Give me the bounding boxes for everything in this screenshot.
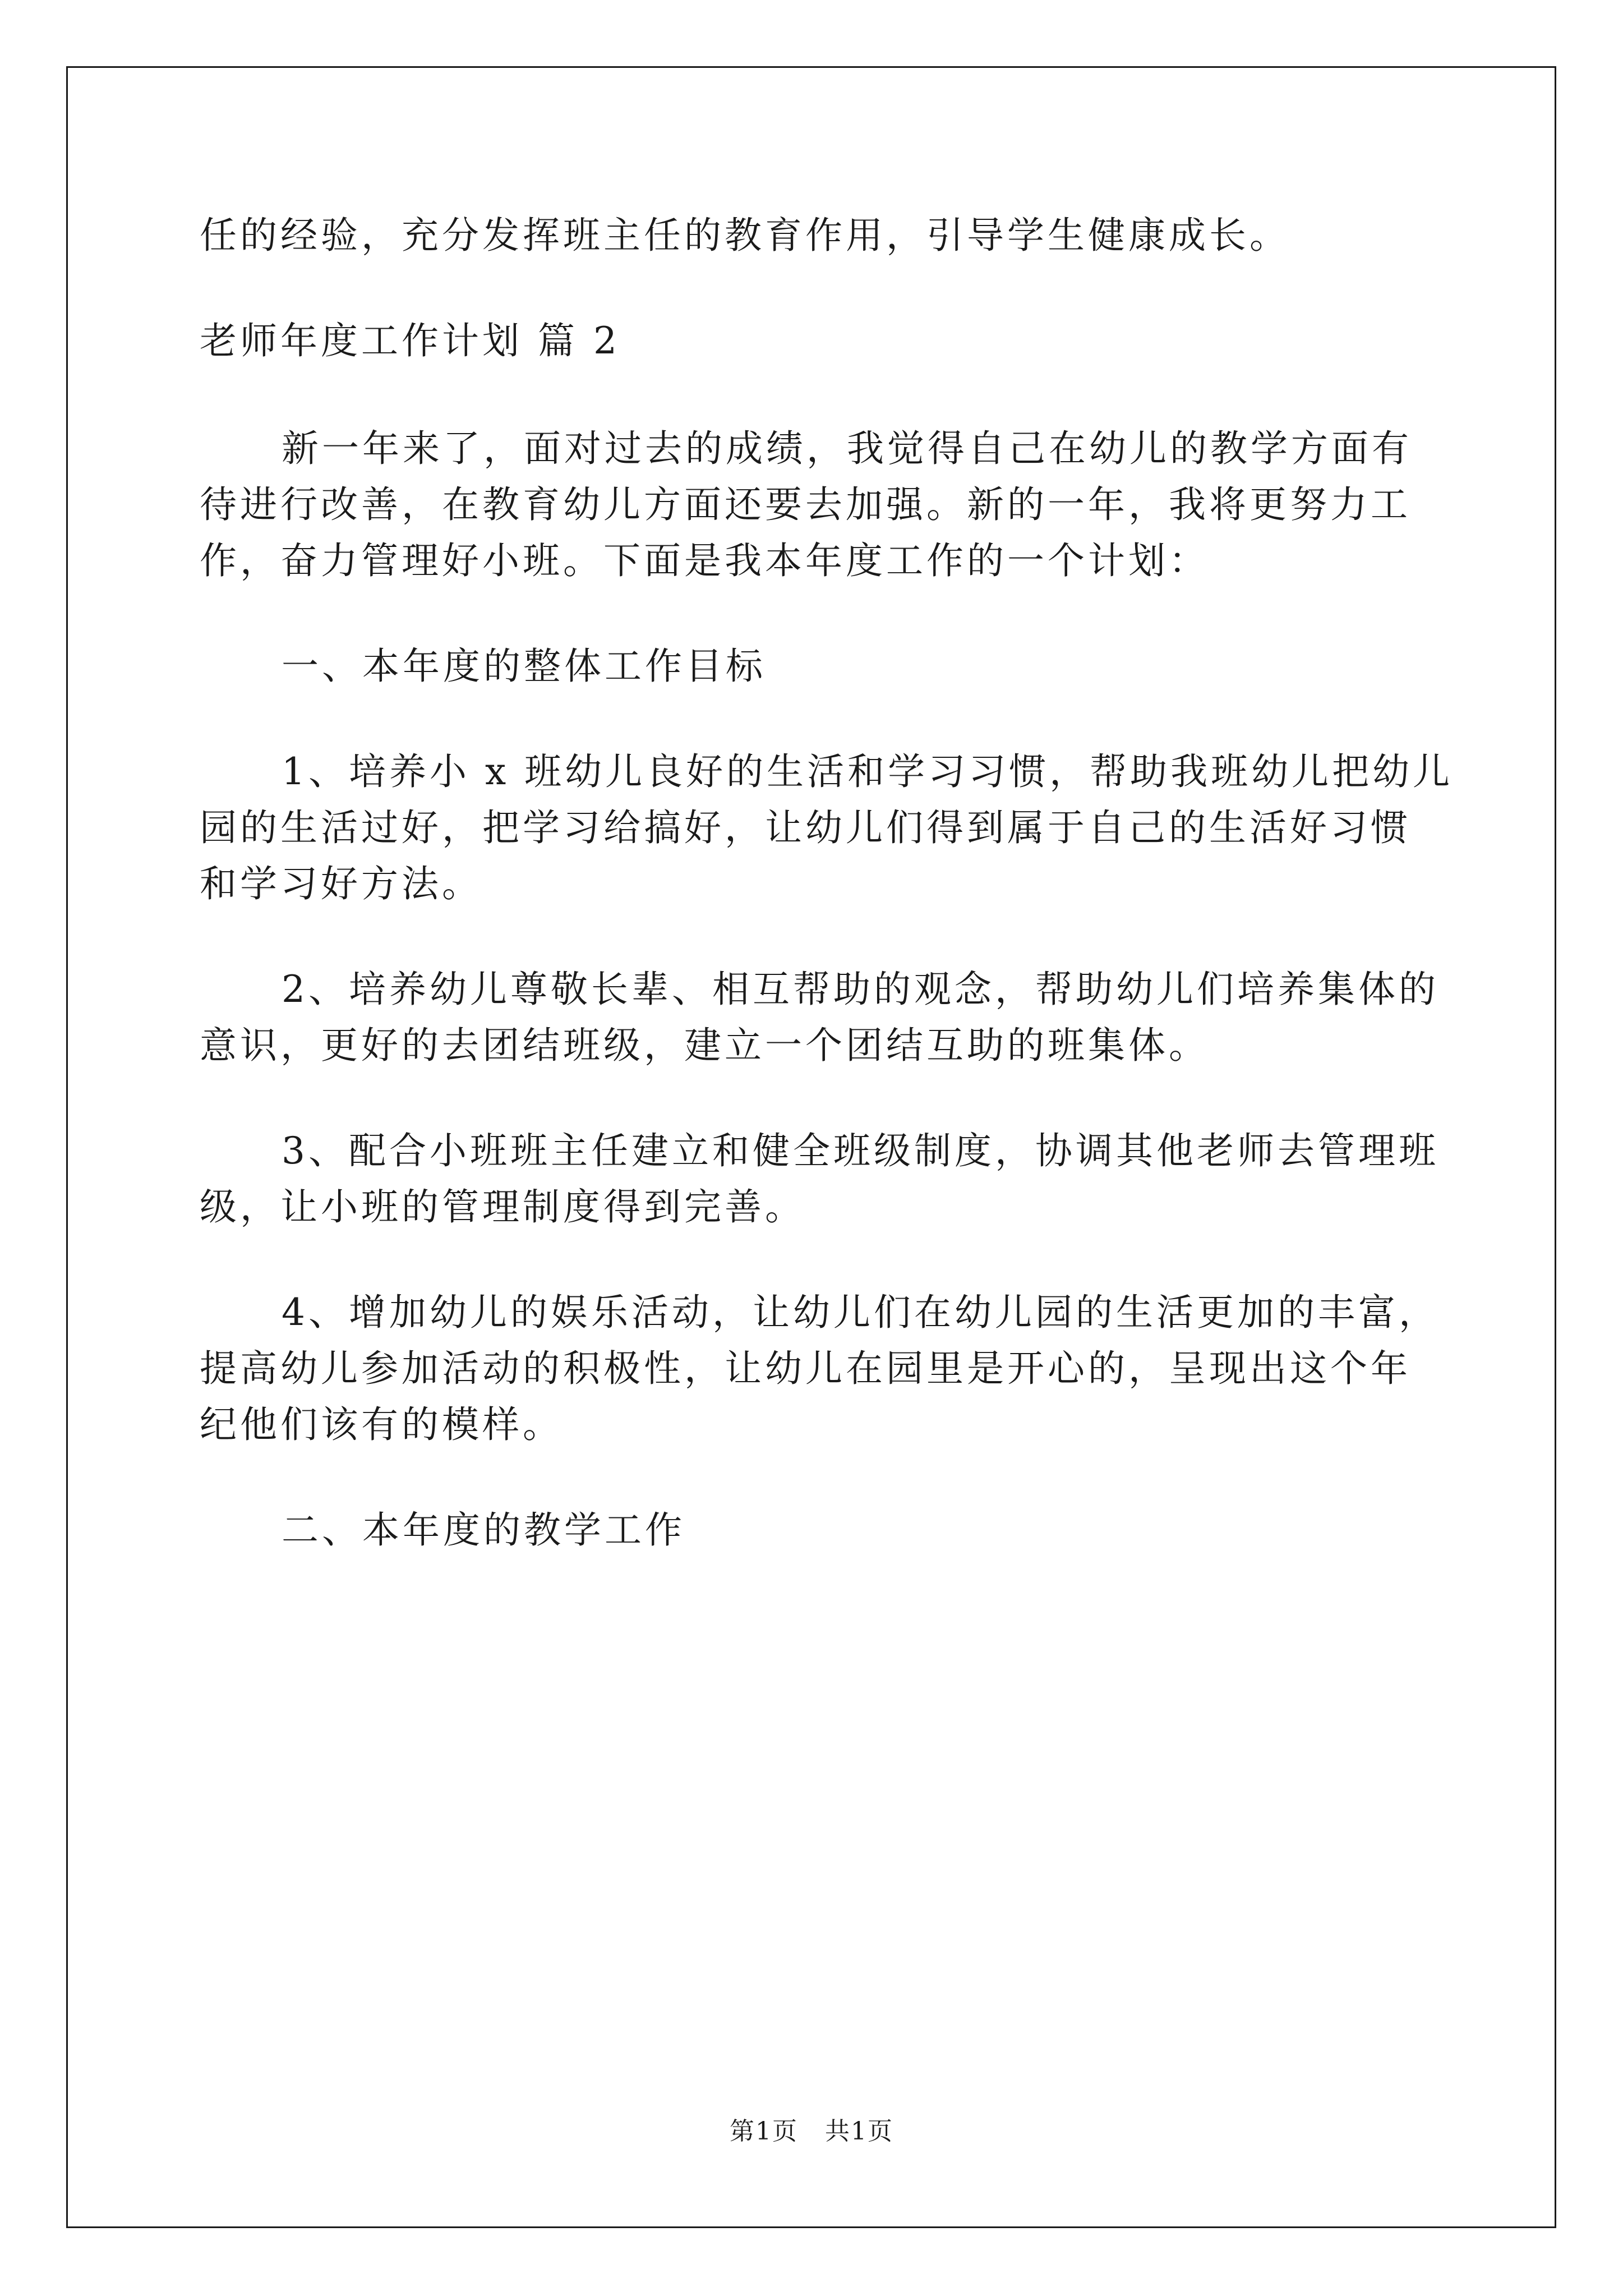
text-line: 待进行改善，在教育幼儿方面还要去加强。新的一年，我将更努力工 (200, 483, 1411, 526)
page-total: 共1页 (825, 2117, 893, 2146)
text-line: 1、培养小 x 班幼儿良好的生活和学习习惯，帮助我班幼儿把幼儿 (282, 750, 1454, 793)
text-line: 作，奋力管理好小班。下面是我本年度工作的一个计划： (200, 539, 1209, 582)
heading-text: 老师年度工作计划 篇 2 (200, 319, 620, 362)
list-item-4 (200, 1285, 1439, 1453)
text-line: 二、本年度的教学工作 (282, 1508, 685, 1552)
page-footer (0, 2115, 1623, 2148)
list-item-3 (200, 1123, 1439, 1235)
list-item-1 (200, 744, 1454, 912)
text-line: 意识，更好的去团结班级，建立一个团结互助的班集体。 (200, 1024, 1209, 1067)
text-line: 一、本年度的整体工作目标 (282, 645, 766, 688)
text-line: 纪他们该有的模样。 (200, 1403, 563, 1446)
text-line: 园的生活过好，把学习给搞好，让幼儿们得到属于自己的生活好习惯 (200, 806, 1411, 849)
text-line: 和学习好方法。 (200, 862, 482, 905)
text-line: 3、配合小班班主任建立和健全班级制度，协调其他老师去管理班 (282, 1129, 1439, 1172)
subheading-teaching (200, 1502, 1422, 1558)
subheading-goals (200, 638, 1422, 694)
text-line: 提高幼儿参加活动的积极性，让幼儿在园里是开心的，呈现出这个年 (200, 1347, 1411, 1390)
text-line: 任的经验，充分发挥班主任的教育作用，引导学生健康成长。 (200, 214, 1290, 257)
text-line: 4、增加幼儿的娱乐活动，让幼儿们在幼儿园的生活更加的丰富， (282, 1291, 1439, 1334)
section-heading (200, 313, 1422, 369)
text-line: 级，让小班的管理制度得到完善。 (200, 1185, 805, 1228)
paragraph-intro (200, 421, 1422, 589)
paragraph-continuation (200, 208, 1422, 264)
page-number: 第1页 (730, 2117, 798, 2146)
document-body (200, 208, 1454, 1608)
list-item-2 (200, 961, 1439, 1074)
text-line: 新一年来了，面对过去的成绩，我觉得自己在幼儿的教学方面有 (282, 427, 1412, 470)
text-line: 2、培养幼儿尊敬长辈、相互帮助的观念，帮助幼儿们培养集体的 (282, 968, 1439, 1011)
